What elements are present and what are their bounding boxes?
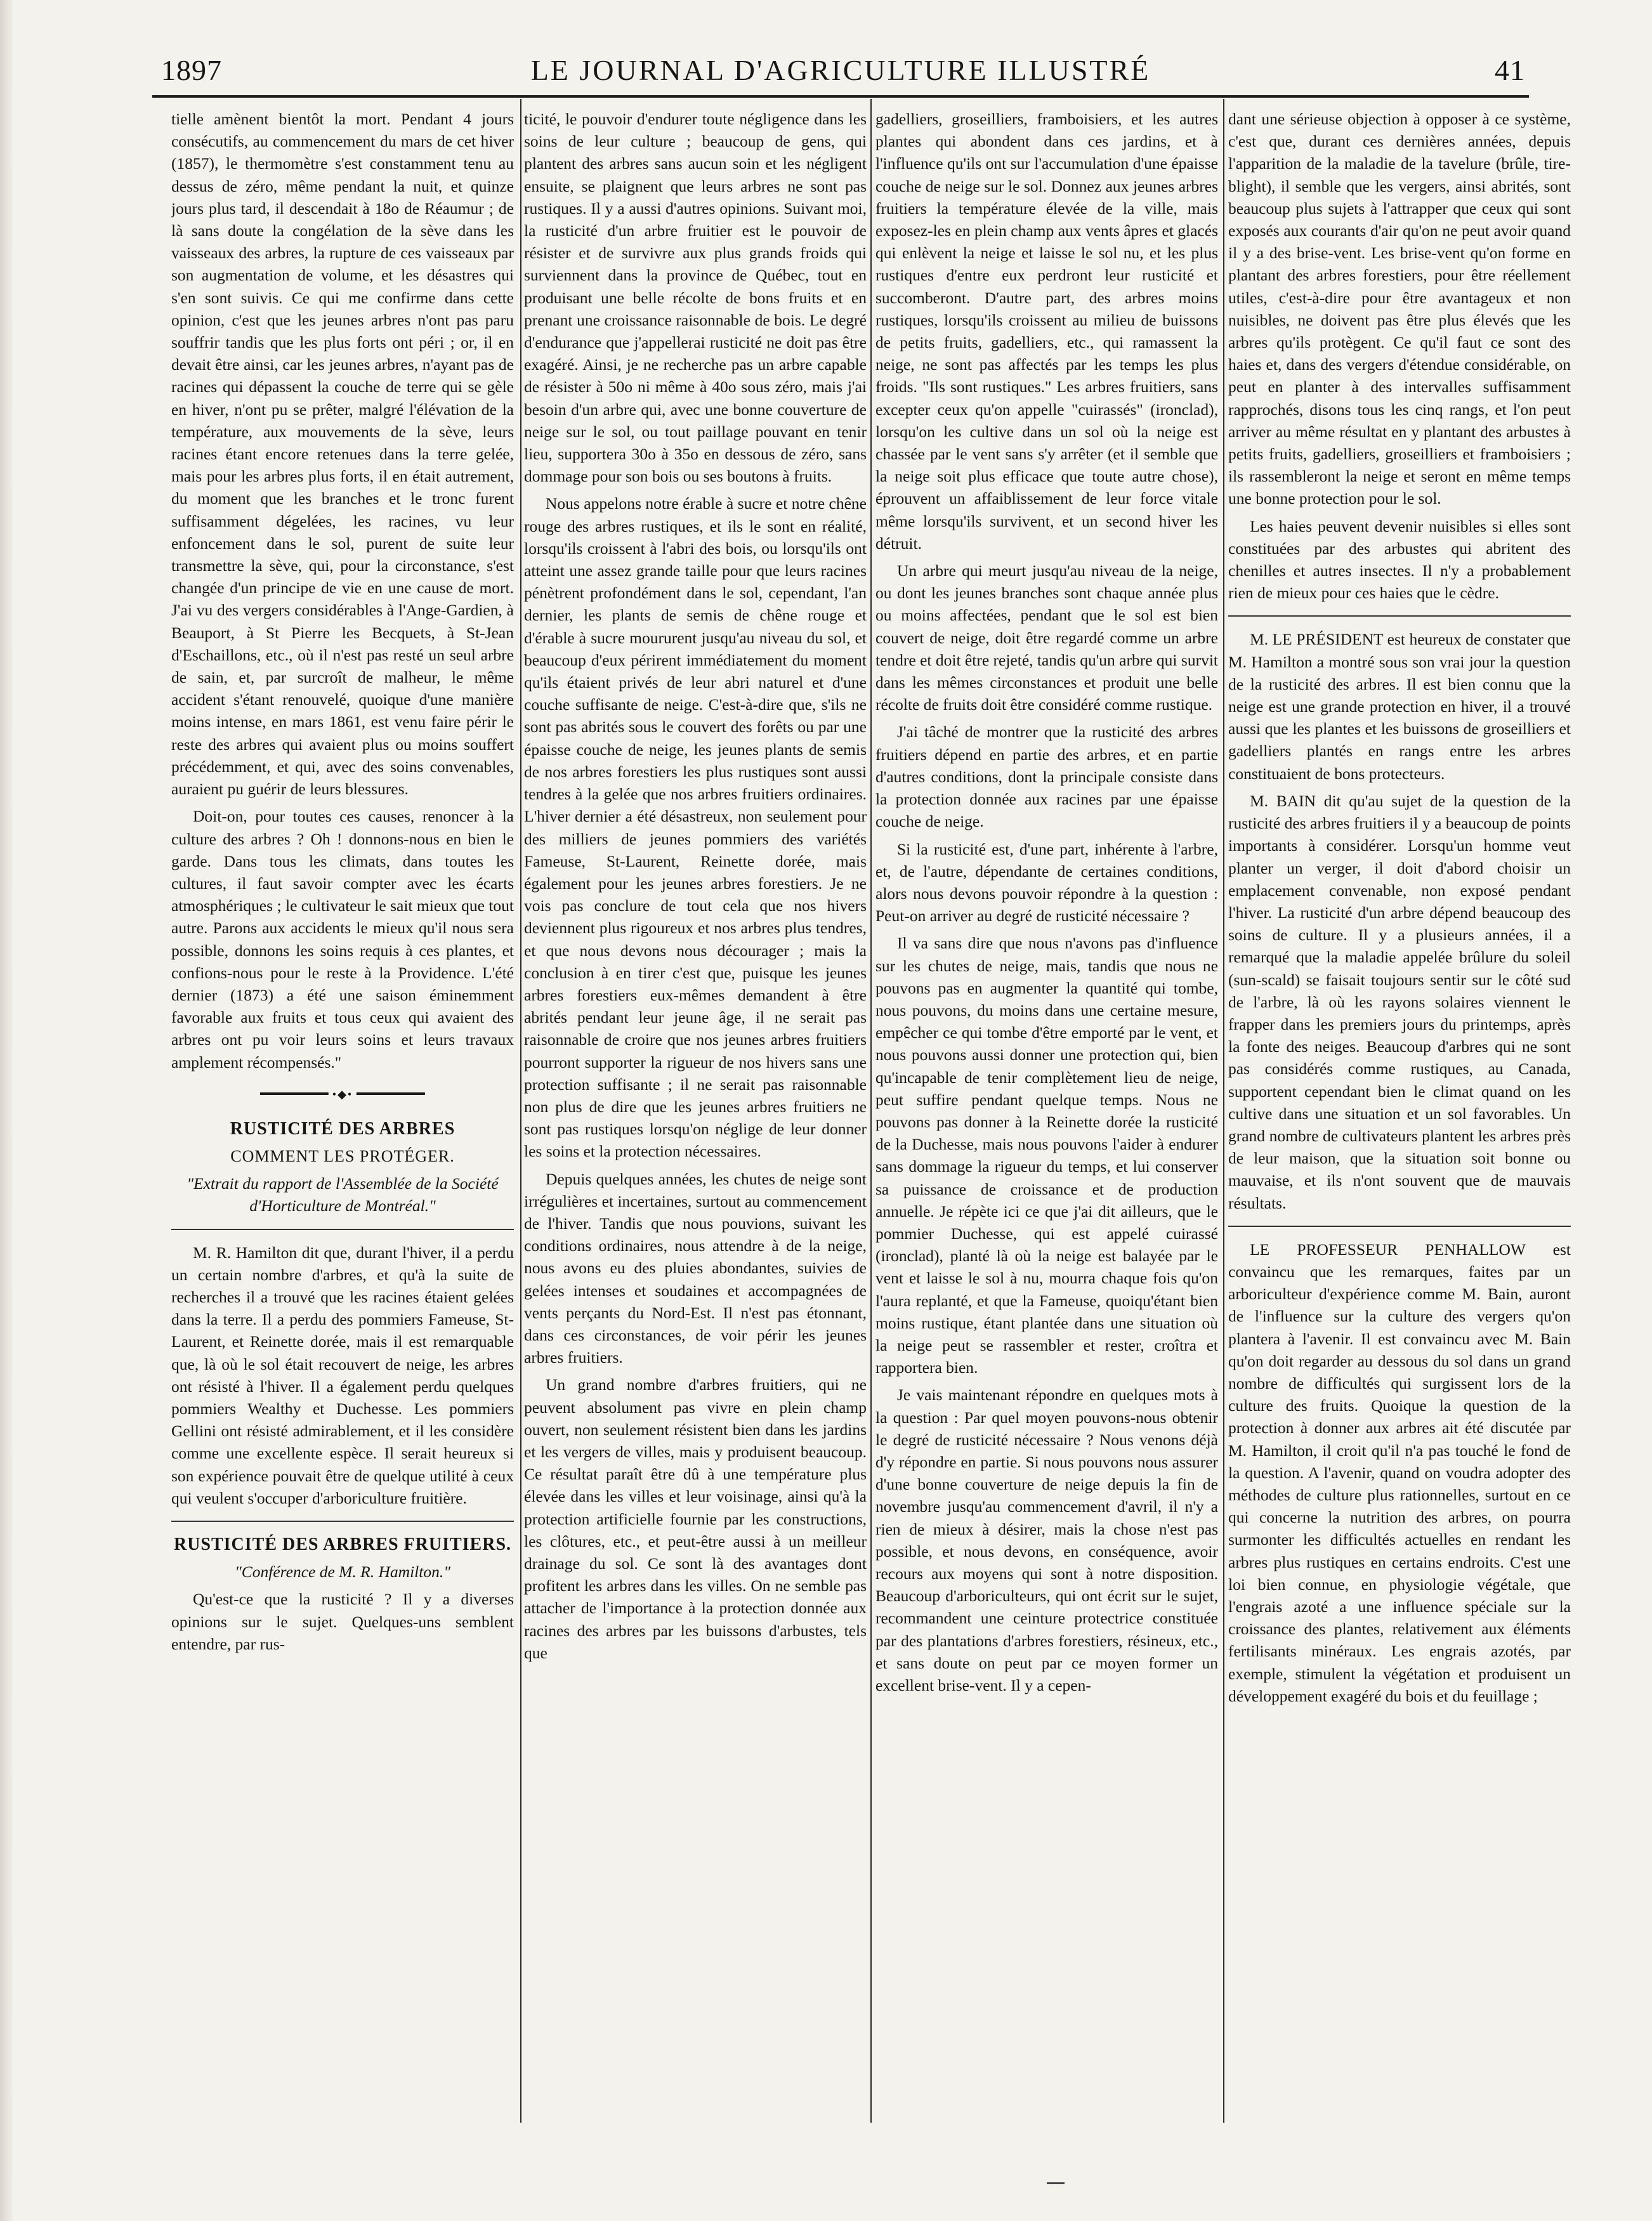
page-number: 41	[1495, 54, 1525, 86]
footer-mark	[1047, 2182, 1065, 2184]
paragraph: Je vais maintenant répondre en quelques mots à la question : Par quel moyen pouvons-nous obtenir le degré de rusticité nécessaire ? Nous venons déjà d'y répondre en partie. Si nous pouvons nous assurer d'une bonne couverture de neige depuis la fin de novembre jusqu'au commencement d'avril, il n'y a rien de mieux à désirer, mais la chose n'est pas possible, et nous devons, en conséquence, avoir recours aux moyens qui sont à notre disposition. Beaucoup d'arboriculteurs, qui ont écrit sur le sujet, recommandent une ceinture protectrice constituée par des plantations d'arbres forestiers, résineux, etc., et sans doute on peut par ce moyen former un excellent brise-vent. Il y a cepen-	[875, 1386, 1218, 1695]
text-column-1	[171, 108, 514, 2119]
paragraph: Qu'est-ce que la rusticité ? Il y a diverses opinions sur le sujet. Quelques-uns semblent entendre, par rus-	[171, 1590, 514, 1653]
short-rule	[171, 1521, 514, 1522]
header-rule	[152, 95, 1529, 98]
section-separator	[260, 1092, 425, 1095]
column-divider	[520, 99, 521, 2123]
column-divider	[870, 99, 872, 2123]
paragraph: tielle amènent bientôt la mort. Pendant 4 jours consécutifs, au commencement du mars de cet hiver (1857), le thermomètre s'est constamment tenu au dessus de zéro, même pendant la nuit, et quinze jours plus tard, il descendait à 18o de Réaumur ; de là sans doute la congélation de la sève dans les vaisseaux des arbres, la rupture de ces vaisseaux par son augmentation de volume, et les désastres qui s'en sont suivis. Ce qui me confirme dans cette opinion, c'est que les jeunes arbres n'ont pas paru souffrir tandis que les plus forts ont péri ; or, il en devait être ainsi, car les jeunes arbres, n'ayant pas de racines qui dépassent la couche de terre qui se gèle en hiver, n'ont pu se prêter, malgré l'élévation de la température, aux mouvements de la sève, leurs racines étant encore retenues dans la terre gelée, mais pour les arbres plus forts, il en était autrement, du moment que les branches et le tronc furent suffisamment dégelées, les racines, vu leur enfoncement dans le sol, purent de suite leur transmettre la sève, qui, pour la circonstance, s'est changée d'un principe de vie en une cause de mort. J'ai vu des vergers considérables à l'Ange-Gardien, à Beauport, à St Pierre les Becquets, à St-Jean d'Eschaillons, etc., où il n'est pas resté un seul arbre de sain, et, par surcroît de malheur, le même accident s'étant renouvelé, quoique d'une manière moins intense, en mars 1861, est venu faire périr le reste des arbres qui avaient plus ou moins souffert précédemment, et qui, avec des soins convenables, auraient pu guérir de leurs blessures.	[171, 110, 514, 799]
page-edge-shadow	[0, 0, 14, 2221]
issue-year: 1897	[161, 54, 222, 86]
column-divider	[1223, 99, 1224, 2123]
paragraph: ticité, le pouvoir d'endurer toute négligence dans les soins de leur culture ; beaucoup de gens, qui plantent des arbres sans aucun soin et les négligent ensuite, se plaignent que leurs arbres ne sont pas rustiques. Il y a aussi d'autres opinions. Suivant moi, la rusticité d'un arbre fruitier est le pouvoir de résister et de survivre aux plus grands froids qui surviennent dans la province de Québec, tout en produisant une belle récolte de bons fruits et en prenant une croissance raisonnable de bois. Le degré d'endurance que j'appellerai rusticité ne doit pas être exagéré. Ainsi, je ne recherche pas un arbre capable de résister à 50o ni même à 40o sous zéro, mais j'ai besoin d'un arbre qui, avec une bonne couverture de neige sur le sol, ou tout paillage pouvant en tenir lieu, supportera 30o à 35o en dessous de zéro, sans dommage pour son bois ou ses boutons à fruits.	[524, 110, 867, 486]
paragraph: dant une sérieuse objection à opposer à ce système, c'est que, durant ces dernières années, depuis l'apparition de la maladie de la tavelure (brûle, tire-blight), il semble que les vergers, ainsi abrités, sont beaucoup plus sujets à l'attrapper que ceux qui sont exposés aux courants d'air qu'on ne peut avoir quand il y a des brise-vent. Les brise-vent qu'on forme en plantant des arbres forestiers, pour être réellement utiles, c'est-à-dire pour être avantageux et non nuisibles, ne doivent pas être plus élevés que les arbres qu'ils protègent. Ce qu'il faut ce sont des haies et, dans des vergers d'étendue considérable, on peut en planter à des intervalles suffisamment rapprochés, disons tous les cinq rangs, et l'on peut arriver au même résultat en y plantant des arbustes à petits fruits, gadelliers, groseilliers et framboisiers ; ils rassembleront la neige et seront en même temps une bonne protection pour le sol.	[1228, 110, 1571, 508]
section-subheading: COMMENT LES PROTÉGER.	[230, 1146, 455, 1165]
short-rule	[1228, 615, 1571, 617]
paragraph: M. LE PRÉSIDENT est heureux de constater que M. Hamilton a montré sous son vrai jour la question de la rusticité des arbres. Il est bien connu que la neige est une grande protection en hiver, il a trouvé aussi que les plantes et les buissons de groseilliers et gadelliers plantés en rangs entre les arbres constituaient de bons protecteurs.	[1228, 630, 1571, 783]
short-rule	[1228, 1226, 1571, 1227]
paragraph: Si la rusticité est, d'une part, inhérente à l'arbre, et, de l'autre, dépendante de certaines conditions, alors nous devons pouvoir répondre à la question : Peut-on arriver au degré de rusticité nécessaire ?	[875, 839, 1218, 926]
text-column-2	[524, 108, 867, 2119]
journal-title: LE JOURNAL D'AGRICULTURE ILLUSTRÉ	[530, 54, 1151, 86]
short-rule	[171, 1229, 514, 1230]
section-heading: RUSTICITÉ DES ARBRES	[230, 1118, 456, 1139]
paragraph: gadelliers, groseilliers, framboisiers, et les autres plantes qui abondent dans ces jardins, et à l'influence qu'ils ont sur l'accumulation d'une épaisse couche de neige sur le sol. Donnez aux jeunes arbres fruitiers la température élevée de la ville, mais exposez-les en plein champ aux vents âpres et glacés qui enlèvent la neige et laisse le sol nu, et les plus rustiques d'entre eux perdront leur rusticité et succomberont. D'autre part, des arbres moins rustiques, lorsqu'ils croissent au milieu de buissons de petits fruits, gadelliers, etc., qui ramassent la neige, ne sont pas affectés par les temps les plus froids. "Ils sont rustiques." Les arbres fruitiers, sans excepter ceux qu'on appelle "cuirassés" (ironclad), lorsqu'on les cultive dans un sol où la neige est chassée par le vent sans s'y arrêter (et il semble que la neige soit plus efficace que toute autre chose), éprouvent un affaiblissement de leur force vitale même lorsqu'ils survivent, et un second hiver les détruit.	[875, 110, 1218, 553]
paragraph: Un arbre qui meurt jusqu'au niveau de la neige, ou dont les jeunes branches sont chaque année plus ou moins affectées, pendant que le sol est bien couvert de neige, doit être regardé comme un arbre tendre et doit être rejeté, tandis qu'un arbre qui survit dans les mêmes circonstances et produit une belle récolte de fruits doit être considéré comme rustique.	[875, 561, 1218, 714]
section-heading: RUSTICITÉ DES ARBRES FRUITIERS.	[173, 1534, 512, 1554]
paragraph: LE PROFESSEUR PENHALLOW est convaincu que les remarques, faites par un arboriculteur d'expérience comme M. Bain, auront de l'influence sur la culture des vergers qu'on plantera à l'avenir. Il est convaincu avec M. Bain qu'on doit regarder au dessous du sol dans un grand nombre de difficultés qui surgissent lors de la culture des fruits. Quoique la question de la protection à donner aux arbres ait été discutée par M. Hamilton, il croit qu'il n'a pas touché le fond de la question. A l'avenir, quand on voudra adopter des méthodes de culture plus rationnelles, surtout en ce qui concerne la nutrition des arbres, on pourra surmonter les difficultés actuelles en rendant les arbres plus rustiques en certains endroits. C'est une loi bien connue, en physiologie végétale, que l'engrais azoté a une influence spéciale sur la croissance des plantes, relativement aux éléments fertilisants minéraux. Les engrais azotés, par exemple, stimulent la végétation et produisent un développement exagéré du bois et du feuillage ;	[1228, 1240, 1571, 1705]
paragraph: Les haies peuvent devenir nuisibles si elles sont constituées par des arbustes qui abritent des chenilles et autres insectes. Il n'y a probablement rien de mieux pour ces haies que le cèdre.	[1228, 516, 1571, 603]
paragraph: J'ai tâché de montrer que la rusticité des arbres fruitiers dépend en partie des arbres, et en partie d'autres conditions, dont la principale consiste dans la protection donnée aux racines par une épaisse couche de neige.	[875, 723, 1218, 831]
source-note: "Extrait du rapport de l'Assemblée de la Société d'Horticulture de Montréal."	[187, 1174, 499, 1215]
source-note: "Conférence de M. R. Hamilton."	[235, 1563, 450, 1582]
paragraph: M. BAIN dit qu'au sujet de la question de la rusticité des arbres fruitiers il y a beaucoup de points importants à considérer. Lorsqu'un homme veut planter un verger, il doit d'abord choisir un emplacement convenable, non exposé pendant l'hiver. La rusticité d'un arbre dépend beaucoup des soins de culture. Il y a plusieurs années, il a remarqué que la maladie appelée brûlure du soleil (sun-scald) se faisait toujours sentir sur le côté sud de l'arbre, là où les rayons solaires viennent le frapper dans les premiers jours du printemps, après la fonte des neiges. Beaucoup d'arbres qui ne sont pas considérés comme rustiques, au Canada, supportent cependant bien le climat quand on les cultive dans une situation et un sol favorables. Un grand nombre de cultivateurs plantent les arbres près de leur maison, que la situation soit bonne ou mauvaise, et ils n'ont souvent que de mauvais résultats.	[1228, 791, 1571, 1212]
paragraph: Nous appelons notre érable à sucre et notre chêne rouge des arbres rustiques, et ils le sont en réalité, lorsqu'ils croissent à l'abri des bois, ou lorsqu'ils ont atteint une assez grande taille pour que leurs racines pénètrent profondément dans le sol, cependant, l'an dernier, les plants de semis de chêne rouge et d'érable à sucre moururent jusqu'au niveau du sol, et beaucoup d'eux périrent immédiatement du moment qu'ils étaient privés de leur abri naturel et d'une couche suffisante de neige. C'est-à-dire que, s'ils ne sont pas abrités sous le couvert des forêts ou par une épaisse couche de neige, les jeunes plants de semis de nos arbres forestiers les plus rustiques sont aussi tendres à la gelée que nos arbres fruitiers ordinaires. L'hiver dernier a été désastreux, non seulement pour des milliers de jeunes pommiers des variétés Fameuse, St-Laurent, Reinette dorée, mais également pour les jeunes arbres forestiers. Je ne vois pas conclure de tout cela que nos hivers deviennent plus rigoureux et nos arbres plus tendres, et que nous devons nous décourager ; mais la conclusion à en tirer c'est que, puisque les jeunes arbres forestiers eux-mêmes demandent à être abrités pendant leur jeune âge, il ne serait pas raisonnable de croire que nos jeunes arbres fruitiers pourront supporter la rigueur de nos hivers sans une protection suffisante ; il ne serait pas raisonnable non plus de dire que les jeunes arbres fruitiers ne sont pas rustiques lorsqu'on néglige de leur donner les soins et la protection nécessaires.	[524, 494, 867, 1161]
paragraph: Un grand nombre d'arbres fruitiers, qui ne peuvent absolument pas vivre en plein champ ouvert, non seulement résistent bien dans les jardins et les vergers de villes, mais y produisent beaucoup. Ce résultat paraît être dû à une température plus élevée dans les villes et leur voisinage, ainsi qu'à la protection artificielle fournie par les constructions, les clôtures, etc., et peut-être aussi à un meilleur drainage du sol. Ce sont là des avantages dont profitent les arbres dans les villes. On ne semble pas attacher de l'importance à la protection donnée aux racines des arbres par les buissons d'arbustes, tels que	[524, 1375, 867, 1662]
text-column-3	[875, 108, 1218, 2119]
paragraph: Il va sans dire que nous n'avons pas d'influence sur les chutes de neige, mais, tandis que nous ne pouvons pas en augmenter la quantité qui tombe, nous pouvons, du moins dans une certaine mesure, empêcher ce qui tombe d'être emporté par le vent, et nous pouvons aussi donner une protection qui, bien qu'incapable de tenir complètement lieu de neige, peut suffire pendant quelque temps. Nous ne pouvons pas donner à la Reinette dorée la rusticité de la Duchesse, mais nous pouvons l'aider à endurer sans dommage la rigueur du temps, et lui conserver sa puissance de croissance et de production annuelle. Je répète ici ce que j'ai dit ailleurs, que le pommier Duchesse, qui est appelé cuirassé (ironclad), planté là où la neige est balayée par le vent et laisse le sol à nu, mourra chaque fois qu'on l'aura replanté, et que la Fameuse, quoiqu'étant bien moins rustique, étant plantée dans une situation où la neige peut se rassembler et rester, croîtra et rapportera bien.	[875, 934, 1218, 1377]
paragraph: Depuis quelques années, les chutes de neige sont irrégulières et incertaines, surtout au commencement de l'hiver. Tandis que nous pouvions, suivant les conditions ordinaires, nous attendre à de la neige, nous avons eu des pluies abondantes, suivies de gelées intenses et soudaines et accompagnées de vents perçants du Nord-Est. Il n'est pas étonnant, dans ces circonstances, de voir périr les jeunes arbres fruitiers.	[524, 1169, 867, 1367]
text-column-4	[1228, 108, 1571, 2119]
paragraph: M. R. Hamilton dit que, durant l'hiver, il a perdu un certain nombre d'arbres, et qu'à la suite de recherches il a trouvé que les racines étaient gelées dans la terre. Il a perdu des pommiers Fameuse, St-Laurent, et Reinette dorée, mais il est remarquable que, là où le sol était recouvert de neige, les arbres ont résisté à l'hiver. Il a également perdu quelques pommiers Wealthy et Duchesse. Les pommiers Gellini ont résisté admirablement, et il les considère comme une excellente espèce. Il serait heureux si son expérience pouvait être de quelque utilité à ceux qui veulent s'occuper d'arboriculture fruitière.	[171, 1243, 514, 1507]
paragraph: Doit-on, pour toutes ces causes, renoncer à la culture des arbres ? Oh ! donnons-nous en bien le garde. Dans tous les climats, dans toutes les cultures, il faut savoir compter avec les écarts atmosphériques ; le cultivateur le sait mieux que tout autre. Parons aux accidents le mieux qu'il nous sera possible, donnons les soins requis à ces plantes, et confions-nous pour le reste à la Providence. L'été dernier (1873) a été une saison éminemment favorable aux fruits et tous ceux qui avaient des arbres ont pu voir leurs soins et leurs travaux amplement récompensés."	[171, 807, 514, 1071]
page-header	[152, 49, 1529, 94]
